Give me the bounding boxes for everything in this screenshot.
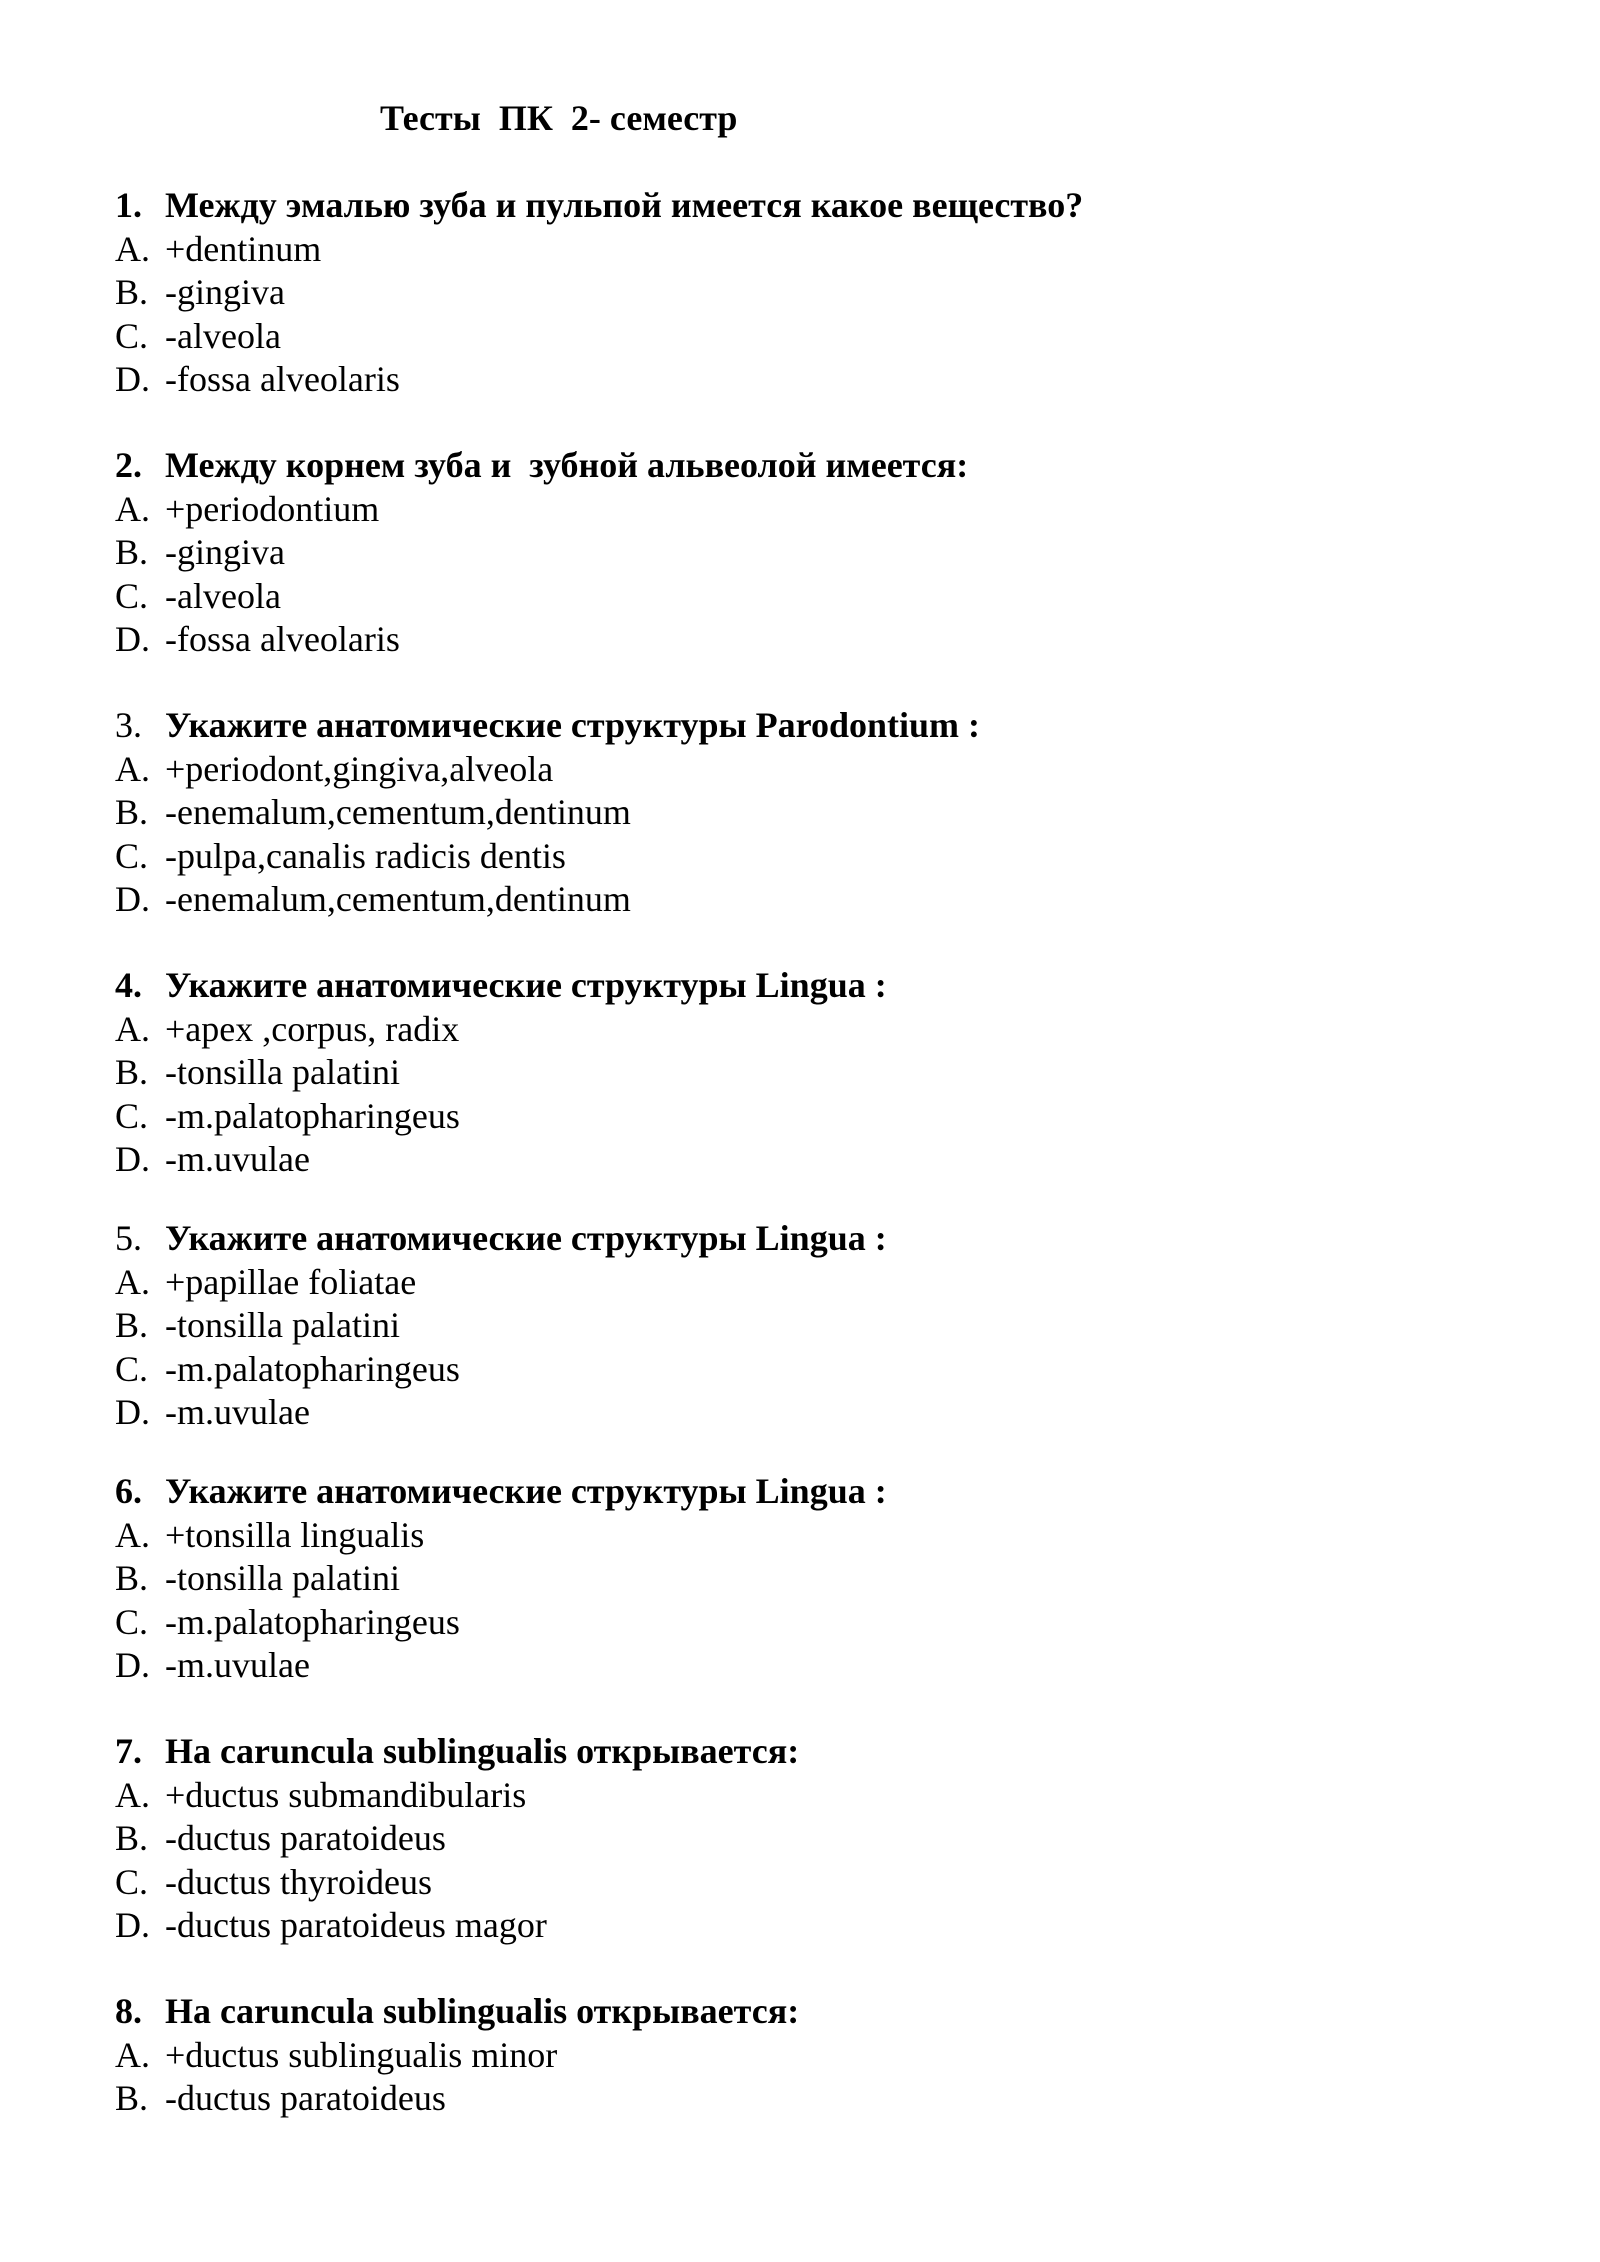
option-letter: D. bbox=[115, 879, 150, 919]
question-block bbox=[115, 704, 1515, 922]
page-title: Тесты ПК 2- семестр bbox=[380, 98, 738, 138]
question-heading bbox=[115, 444, 1515, 488]
question-number: 8. bbox=[115, 1991, 142, 2031]
option-text: +periodontium bbox=[165, 488, 380, 529]
answer-option bbox=[115, 1095, 1515, 1139]
option-text: -enemalum,cementum,dentinum bbox=[165, 792, 631, 832]
question-heading bbox=[115, 1990, 1515, 2034]
option-letter: A. bbox=[115, 748, 150, 789]
question-text: Укажите анатомические структуры Lingua : bbox=[165, 1471, 887, 1511]
answer-option bbox=[115, 228, 1515, 272]
option-letter: B. bbox=[115, 1818, 149, 1858]
answer-option bbox=[115, 575, 1515, 619]
option-text: -ductus paratoideus bbox=[165, 1818, 446, 1858]
option-letter: C. bbox=[115, 1095, 149, 1136]
answer-option bbox=[115, 1904, 1515, 1948]
answer-option bbox=[115, 2034, 1515, 2078]
option-text: -gingiva bbox=[165, 532, 285, 572]
option-letter: A. bbox=[115, 228, 150, 269]
answer-option bbox=[115, 1644, 1515, 1688]
option-letter: C. bbox=[115, 575, 149, 616]
option-letter: B. bbox=[115, 1305, 149, 1345]
question-text: Укажите анатомические структуры Parodontium : bbox=[165, 705, 981, 745]
option-text: -fossa alveolaris bbox=[165, 359, 400, 399]
option-text: -alveola bbox=[165, 315, 281, 356]
option-text: +tonsilla lingualis bbox=[165, 1514, 425, 1555]
question-block bbox=[115, 1990, 1515, 2121]
option-text: -fossa alveolaris bbox=[165, 619, 400, 659]
answer-option bbox=[115, 1557, 1515, 1601]
question-text: На caruncula sublingualis открывается: bbox=[165, 1731, 800, 1771]
answer-option bbox=[115, 618, 1515, 662]
answer-option bbox=[115, 358, 1515, 402]
answer-option bbox=[115, 835, 1515, 879]
option-letter: D. bbox=[115, 1392, 150, 1432]
question-number: 1. bbox=[115, 185, 142, 225]
option-text: -ductus thyroideus bbox=[165, 1861, 432, 1902]
answer-option bbox=[115, 1261, 1515, 1305]
option-letter: D. bbox=[115, 359, 150, 399]
answer-option bbox=[115, 1304, 1515, 1348]
question-block bbox=[115, 1470, 1515, 1688]
option-letter: B. bbox=[115, 2078, 149, 2118]
option-text: -tonsilla palatini bbox=[165, 1052, 400, 1092]
option-letter: B. bbox=[115, 1052, 149, 1092]
option-letter: B. bbox=[115, 792, 149, 832]
question-block bbox=[115, 964, 1515, 1182]
option-text: +ductus sublingualis minor bbox=[165, 2034, 558, 2075]
option-text: +dentinum bbox=[165, 228, 322, 269]
option-text: +periodont,gingiva,alveola bbox=[165, 748, 554, 789]
question-block bbox=[115, 1730, 1515, 1948]
option-text: -ductus paratoideus bbox=[165, 2078, 446, 2118]
option-letter: C. bbox=[115, 1861, 149, 1902]
answer-option bbox=[115, 1391, 1515, 1435]
answer-option bbox=[115, 1514, 1515, 1558]
option-text: -pulpa,canalis radicis dentis bbox=[165, 835, 566, 876]
option-letter: D. bbox=[115, 1905, 150, 1945]
answer-option bbox=[115, 1051, 1515, 1095]
option-letter: A. bbox=[115, 488, 150, 529]
question-heading bbox=[115, 1217, 1515, 1261]
question-number: 7. bbox=[115, 1731, 142, 1771]
answer-option bbox=[115, 531, 1515, 575]
option-letter: B. bbox=[115, 532, 149, 572]
answer-option bbox=[115, 1138, 1515, 1182]
option-letter: D. bbox=[115, 1139, 150, 1179]
option-text: -alveola bbox=[165, 575, 281, 616]
answer-option bbox=[115, 878, 1515, 922]
option-letter: D. bbox=[115, 619, 150, 659]
answer-option bbox=[115, 1774, 1515, 1818]
option-text: -enemalum,cementum,dentinum bbox=[165, 879, 631, 919]
option-text: -ductus paratoideus magor bbox=[165, 1905, 547, 1945]
option-letter: A. bbox=[115, 2034, 150, 2075]
option-letter: B. bbox=[115, 1558, 149, 1598]
question-block bbox=[115, 444, 1515, 662]
answer-option bbox=[115, 1008, 1515, 1052]
question-number: 3. bbox=[115, 705, 142, 745]
option-letter: A. bbox=[115, 1774, 150, 1815]
question-heading bbox=[115, 704, 1515, 748]
option-letter: C. bbox=[115, 1601, 149, 1642]
answer-option bbox=[115, 1817, 1515, 1861]
question-heading bbox=[115, 964, 1515, 1008]
option-text: +papillae foliatae bbox=[165, 1261, 417, 1302]
option-letter: A. bbox=[115, 1261, 150, 1302]
option-text: +apex ,corpus, radix bbox=[165, 1008, 460, 1049]
question-text: Укажите анатомические структуры Lingua : bbox=[165, 965, 887, 1005]
option-text: -m.uvulae bbox=[165, 1645, 310, 1685]
question-heading bbox=[115, 1470, 1515, 1514]
answer-option bbox=[115, 1348, 1515, 1392]
option-text: -m.uvulae bbox=[165, 1392, 310, 1432]
option-letter: C. bbox=[115, 1348, 149, 1389]
question-text: Между эмалью зуба и пульпой имеется какое вещество? bbox=[165, 185, 1084, 225]
option-text: -gingiva bbox=[165, 272, 285, 312]
option-text: -m.palatopharingeus bbox=[165, 1095, 460, 1136]
option-text: +ductus submandibularis bbox=[165, 1774, 527, 1815]
option-text: -tonsilla palatini bbox=[165, 1558, 400, 1598]
answer-option bbox=[115, 791, 1515, 835]
answer-option bbox=[115, 748, 1515, 792]
answer-option bbox=[115, 271, 1515, 315]
option-text: -m.palatopharingeus bbox=[165, 1601, 460, 1642]
answer-option bbox=[115, 488, 1515, 532]
question-text: Между корнем зуба и зубной альвеолой имеется: bbox=[165, 445, 969, 485]
option-letter: C. bbox=[115, 835, 149, 876]
question-block bbox=[115, 1217, 1515, 1435]
answer-option bbox=[115, 2077, 1515, 2121]
question-text: На caruncula sublingualis открывается: bbox=[165, 1991, 800, 2031]
option-letter: A. bbox=[115, 1514, 150, 1555]
answer-option bbox=[115, 1861, 1515, 1905]
answer-option bbox=[115, 315, 1515, 359]
question-heading bbox=[115, 184, 1515, 228]
question-number: 6. bbox=[115, 1471, 142, 1511]
question-number: 2. bbox=[115, 445, 142, 485]
option-letter: A. bbox=[115, 1008, 150, 1049]
question-number: 5. bbox=[115, 1218, 142, 1258]
question-number: 4. bbox=[115, 965, 142, 1005]
question-block bbox=[115, 184, 1515, 402]
option-letter: D. bbox=[115, 1645, 150, 1685]
option-text: -m.uvulae bbox=[165, 1139, 310, 1179]
question-text: Укажите анатомические структуры Lingua : bbox=[165, 1218, 887, 1258]
option-letter: C. bbox=[115, 315, 149, 356]
option-letter: B. bbox=[115, 272, 149, 312]
question-heading bbox=[115, 1730, 1515, 1774]
answer-option bbox=[115, 1601, 1515, 1645]
option-text: -m.palatopharingeus bbox=[165, 1348, 460, 1389]
option-text: -tonsilla palatini bbox=[165, 1305, 400, 1345]
